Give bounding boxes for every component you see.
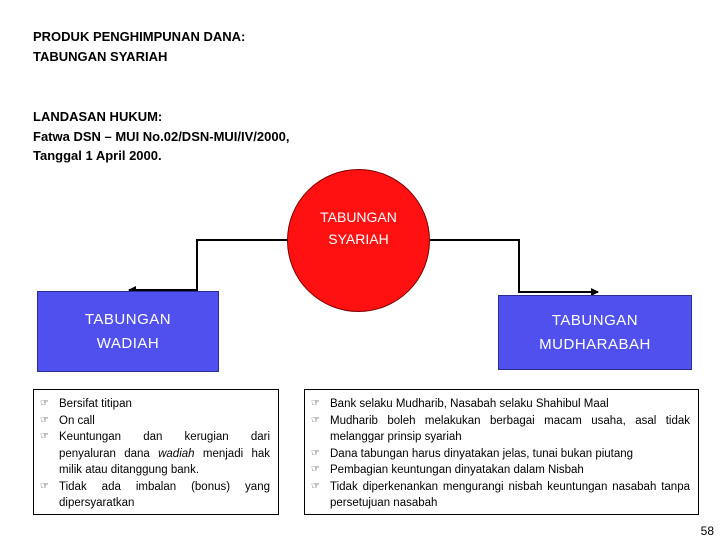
mudharabah-point: Pembagian keuntungan dinyatakan dalam Nisbah	[330, 464, 584, 476]
wadiah-point: On call	[59, 414, 95, 427]
right-node-line-1: TABUNGAN	[551, 311, 639, 329]
center-node-line-2: SYARIAH	[328, 230, 389, 247]
left-node-line-1: TABUNGAN	[84, 310, 172, 328]
pointing-hand-icon: ☞	[40, 398, 49, 409]
legal-line-1: LANDASAN HUKUM:	[33, 109, 163, 124]
connector-to-wadiah	[129, 240, 288, 290]
mudharabah-point: Mudharib boleh melakukan berbagai macam usaha, asal tidak melanggar prinsip syariah	[330, 414, 690, 443]
right-node-line-2: MUDHARABAH	[539, 335, 651, 353]
tabungan-syariah-node	[287, 169, 430, 312]
list-item	[40, 396, 270, 413]
wadiah-point: Keuntungan dan kerugian dari penyaluran dana wadiah menjadi hak milik atau ditanggung bank.	[59, 431, 270, 476]
page-number: 58	[700, 524, 714, 538]
tabungan-mudharabah-node	[498, 295, 692, 370]
pointing-hand-icon: ☞	[40, 480, 49, 492]
wadiah-point: Tidak ada imbalan (bonus) yang dipersyaratkan	[59, 480, 270, 509]
connector-to-mudharabah	[429, 240, 598, 292]
pointing-hand-icon: ☞	[40, 414, 49, 426]
list-item	[311, 413, 690, 446]
left-node-line-2: WADIAH	[96, 334, 160, 352]
tabungan-wadiah-node	[37, 291, 219, 372]
mudharabah-point: Bank selaku Mudharib, Nasabah selaku Shahibul Maal	[330, 398, 609, 410]
pointing-hand-icon: ☞	[311, 398, 320, 409]
list-item	[40, 429, 270, 479]
pointing-hand-icon: ☞	[311, 414, 320, 426]
list-item	[311, 396, 690, 413]
pointing-hand-icon: ☞	[311, 447, 320, 459]
heading-line-1: PRODUK PENGHIMPUNAN DANA:	[33, 29, 246, 44]
pointing-hand-icon: ☞	[311, 464, 320, 475]
mudharabah-point: Dana tabungan harus dinyatakan jelas, tunai bukan piutang	[330, 447, 634, 460]
legal-line-2: Fatwa DSN – MUI No.02/DSN-MUI/IV/2000,	[33, 128, 290, 144]
pointing-hand-icon: ☞	[40, 431, 49, 442]
list-item	[311, 446, 690, 463]
list-item	[40, 479, 270, 512]
pointing-hand-icon: ☞	[311, 480, 320, 492]
heading-line-2: TABUNGAN SYARIAH	[33, 49, 168, 64]
legal-line-3: Tanggal 1 April 2000.	[33, 148, 162, 163]
list-item	[40, 413, 270, 430]
wadiah-point: Bersifat titipan	[59, 398, 132, 410]
mudharabah-point: Tidak diperkenankan mengurangi nisbah keuntungan nasabah tanpa persetujuan nasabah	[330, 480, 690, 509]
mudharabah-characteristics-list	[304, 389, 699, 515]
center-node-line-1: TABUNGAN	[320, 208, 397, 225]
wadiah-characteristics-list	[33, 389, 279, 515]
list-item	[311, 479, 690, 512]
list-item	[311, 462, 690, 479]
